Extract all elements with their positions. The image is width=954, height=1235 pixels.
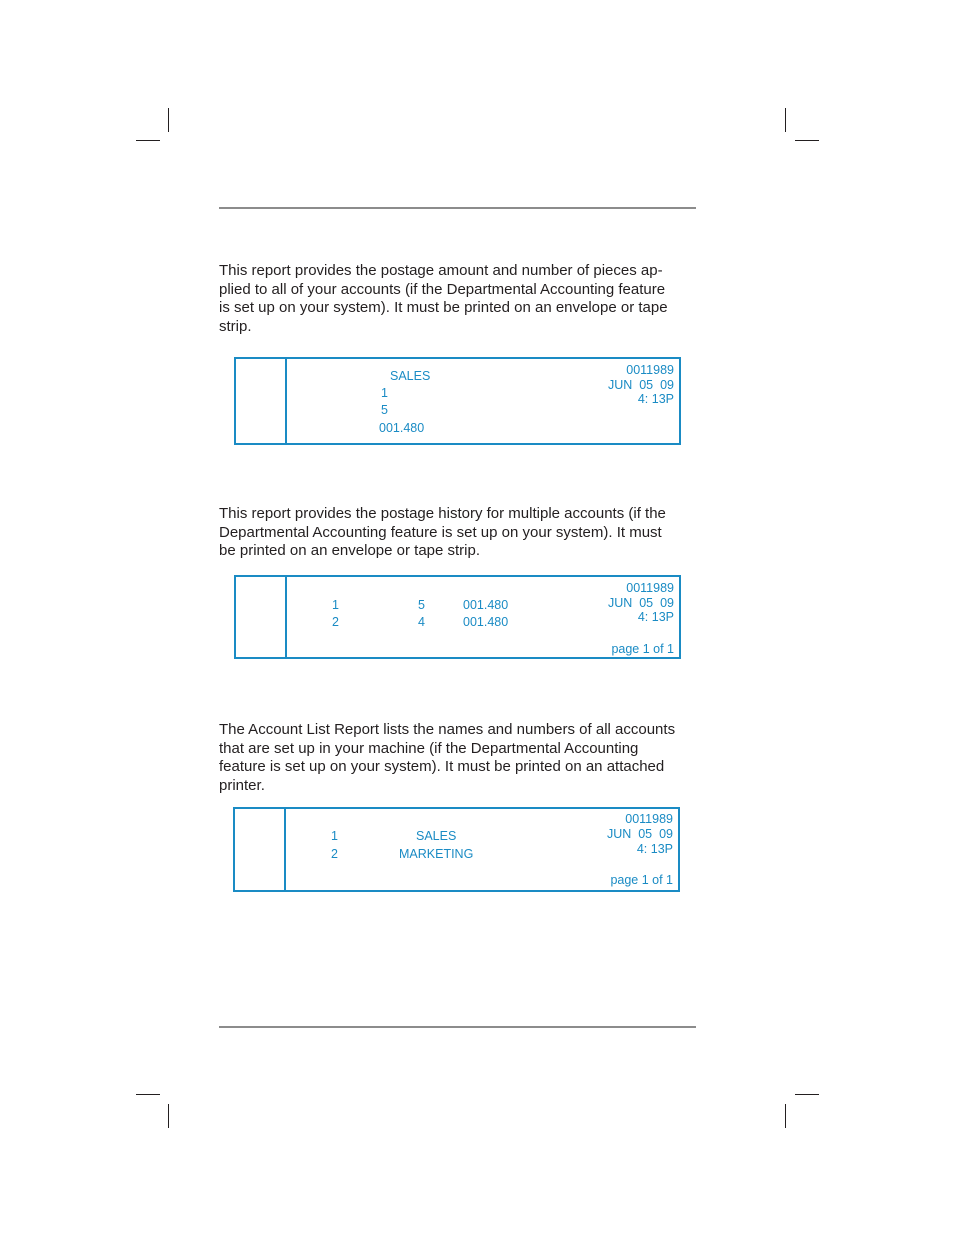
text-line: is set up on your system). It must be printed on an envelope or tape xyxy=(219,299,668,317)
account-number: 1 xyxy=(381,386,388,400)
row-1-name: SALES xyxy=(416,829,457,843)
crop-mark-top-left-h xyxy=(136,140,160,141)
page-indicator: page 1 of 1 xyxy=(610,873,673,887)
text-line: strip. xyxy=(219,318,252,336)
crop-mark-top-right-h xyxy=(795,140,819,141)
report-time: 4: 13P xyxy=(636,842,673,856)
text-line: printer. xyxy=(219,777,265,795)
report-time: 4: 13P xyxy=(637,392,674,406)
paragraph-funds-report xyxy=(219,262,699,337)
report-date: JUN 05 09 xyxy=(607,378,674,392)
row-1-account: 1 xyxy=(331,829,338,843)
serial-number: 0011989 xyxy=(626,363,674,377)
text-line: plied to all of your accounts (if the Departmental Accounting feature xyxy=(219,280,666,298)
crop-mark-bottom-right-v xyxy=(785,1104,786,1128)
report-date: JUN 05 09 xyxy=(607,596,674,610)
stamp-divider xyxy=(285,577,287,657)
serial-number: 0011989 xyxy=(626,581,674,595)
row-2-name: MARKETING xyxy=(399,847,474,861)
text-line: This report provides the postage amount and number of pieces ap- xyxy=(219,262,663,279)
row-2-postage: 001.480 xyxy=(463,615,509,629)
crop-mark-top-left-v xyxy=(168,108,169,132)
text-line: that are set up in your machine (if the Departmental Accounting xyxy=(219,739,639,757)
crop-mark-bottom-left-h xyxy=(136,1094,160,1095)
text-line: be printed on an envelope or tape strip. xyxy=(219,542,481,560)
footer-rule xyxy=(219,1026,696,1028)
crop-mark-bottom-left-v xyxy=(168,1104,169,1128)
report-date: JUN 05 09 xyxy=(606,827,673,841)
row-2-pieces: 4 xyxy=(418,615,425,629)
crop-mark-top-right-v xyxy=(785,108,786,132)
text-line: This report provides the postage history for multiple accounts (if the xyxy=(219,505,666,522)
report-time: 4: 13P xyxy=(637,610,674,624)
text-line: Departmental Accounting feature is set up on your system). It must xyxy=(219,523,662,541)
report-sample-1 xyxy=(234,357,681,445)
page-indicator: page 1 of 1 xyxy=(611,642,674,656)
row-1-account: 1 xyxy=(332,598,339,612)
row-2-account: 2 xyxy=(331,847,338,861)
header-rule xyxy=(219,207,696,209)
crop-mark-bottom-right-h xyxy=(795,1094,819,1095)
piece-count: 5 xyxy=(381,403,388,417)
report-sample-3 xyxy=(233,807,680,892)
postage-amount: 001.480 xyxy=(379,421,425,435)
paragraph-account-list-report xyxy=(219,721,699,796)
row-2-account: 2 xyxy=(332,615,339,629)
account-name: SALES xyxy=(390,369,431,383)
paragraph-multi-account-report xyxy=(219,505,699,561)
stamp-divider xyxy=(284,809,286,890)
stamp-divider xyxy=(285,359,287,443)
text-line: feature is set up on your system). It must be printed on an attached xyxy=(219,758,665,776)
serial-number: 0011989 xyxy=(625,812,673,826)
report-sample-2 xyxy=(234,575,681,659)
row-1-postage: 001.480 xyxy=(463,598,509,612)
row-1-pieces: 5 xyxy=(418,598,425,612)
text-line: The Account List Report lists the names and numbers of all accounts xyxy=(219,721,676,738)
